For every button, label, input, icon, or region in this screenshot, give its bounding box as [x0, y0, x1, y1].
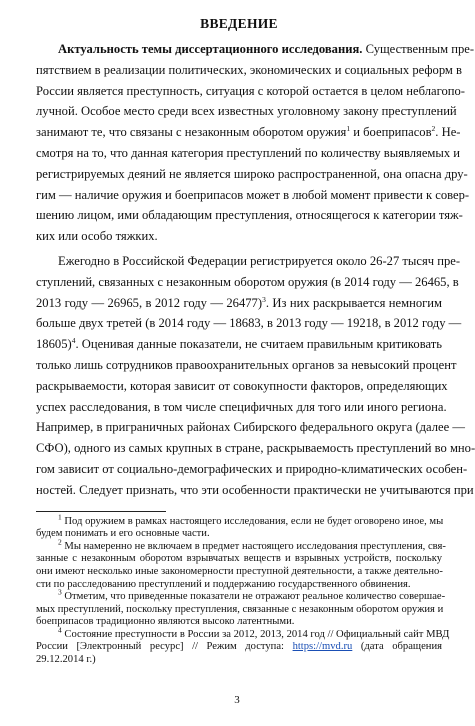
footnote-line: сти по расследованию преступлений и поддержанию государственного обвинения. [36, 578, 411, 590]
footnote-line: боеприпасов традиционно являются высоко латентными. [36, 616, 295, 628]
footnote-line: $^3$ Отметим, что приведенные показатели не отражают реальное количество совершае- [58, 587, 446, 603]
text-line: 2013 году — 26965, в 2012 году — 26477)$^3$. Из них раскрывается немногим [36, 294, 442, 310]
footnote-line: они имеют несколько иные закономерности преступной деятельности, а также деятельно- [36, 565, 443, 577]
text-line: ких или особо тяжких. [36, 229, 158, 244]
text-line: ступлений, связанных с незаконным оборотом оружия (в 2014 году — 26465, в [36, 274, 459, 289]
footnote-ref[interactable]: 3 [262, 294, 266, 304]
text-line: Актуальность темы диссертационного исследования. Существенным пре- [58, 42, 475, 56]
footnote-ref[interactable]: 1 [346, 124, 351, 133]
text-line: смотря на то, что данная категория преступлений по количеству выявляемых и [36, 145, 461, 160]
page-number: 3 [234, 694, 240, 706]
footnote-ref[interactable]: 4 [71, 335, 76, 345]
text-line: ностей. Следует признать, что эти особенности практически не учитываются при [36, 482, 474, 497]
text-line: СФО), одного из самых крупных в стране, раскрываемость преступлений во мно- [36, 441, 475, 456]
footnote-line: 29.12.2014 г.) [36, 654, 96, 666]
text-line: больше двух третей (в 2014 году — 18683, в 2013 году — 19218, в 2012 году — [36, 316, 462, 331]
text-line: 18605)$^4$. Оценивая данные показатели, не считаем правильным критиковать [36, 335, 442, 352]
footnote-line: России [Электронный ресурс] // Режим доступа: https://mvd.ru (дата обращения [36, 641, 442, 653]
footnote-line: $^1$ Под оружием в рамках настоящего исследования, если не будет оговорено иное, мы [58, 512, 444, 527]
text-line: раскрываемости, которая зависит от совокупности факторов, определяющих [36, 378, 448, 393]
paragraph-statistics [36, 251, 475, 501]
footnote-line: мых преступлений, поскольку преступления, связанные с незаконным оборотом оружия и [36, 603, 444, 615]
relevance-heading: Актуальность темы диссертационного исследования. [58, 42, 363, 56]
footnote-ref[interactable]: 2 [431, 124, 436, 133]
footnotes [36, 512, 450, 667]
text-line: гим — наличие оружия и боеприпасов может в любой момент привести к совер- [36, 187, 470, 202]
text-line: Ежегодно в Российской Федерации регистрируется около 26-27 тысяч пре- [58, 253, 461, 268]
text-line: пятствием в реализации политических, экономических и социальных реформ в [36, 62, 462, 77]
paragraph-relevance [36, 39, 475, 247]
footnote-line: $^2$ Мы намеренно не включаем в предмет настоящего исследования преступления, свя- [58, 537, 446, 552]
text-line: гом зависит от социально-демографических и природно-климатических особен- [36, 461, 468, 476]
page-body [36, 14, 475, 667]
text-line: занимают те, что связаны с незаконным оборотом оружия$^1$ и боеприпасов$^2$. Не- [36, 124, 461, 140]
text-line: успех расследования, в том числе специфичных для того или иного региона. [36, 399, 447, 414]
text-line: лучной. Особое место среди всех известных уголовному закону преступлений [36, 104, 457, 119]
text-line: шению лицом, ими обладающим преступления, относящегося к категории тяж- [36, 208, 463, 223]
footnote-separator [36, 511, 166, 512]
text-line: Например, в приграничных районах Сибирского федерального округа (далее — [36, 420, 465, 435]
footnote-line: занные с незаконным оборотом взрывчатых веществ и взрывных устройств, поскольку [36, 553, 442, 565]
footnote-line: $^4$ Состояние преступности в России за 2012, 2013, 2014 год // Официальный сайт МВД [58, 625, 450, 640]
text-line: регистрируемых деяний не является широко распространенной, она опасна дру- [36, 166, 468, 181]
text-line: России является преступность, ситуация с которой остается в целом неблагопо- [36, 83, 465, 98]
mvd-link[interactable]: https://mvd.ru [292, 641, 353, 653]
footnote-line: будем понимать и его основные части. [36, 528, 210, 540]
page-title: ВВЕДЕНИЕ [200, 16, 278, 31]
text-line: только лишь сотрудников правоохранительных органов за невысокий процент [36, 357, 457, 372]
